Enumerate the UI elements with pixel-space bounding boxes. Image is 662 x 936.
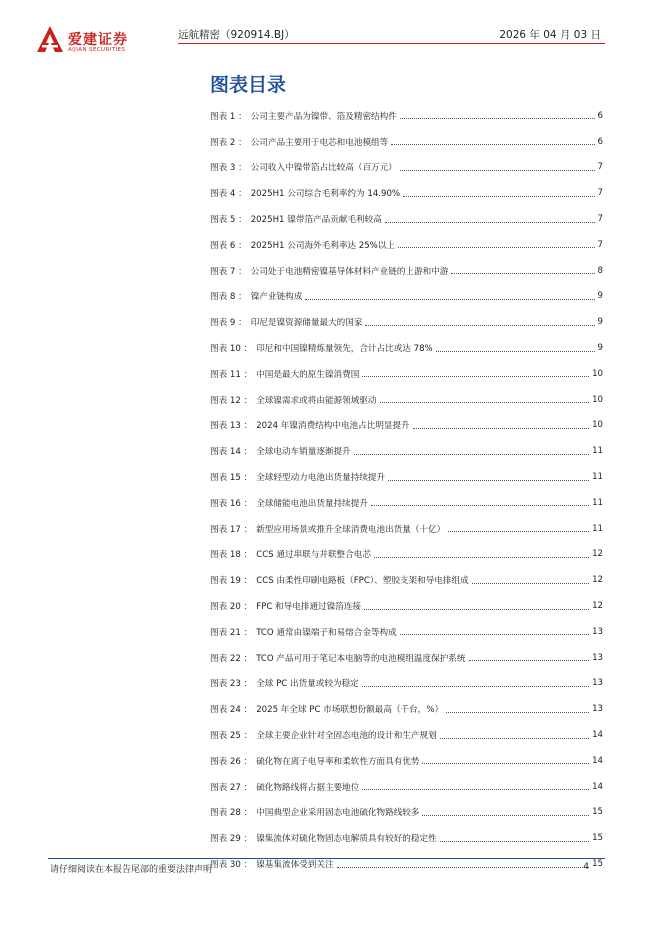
toc-entry-title: 全球轻型动力电池出货量持续提升 xyxy=(256,473,386,484)
toc-entry-page: 8 xyxy=(597,265,603,276)
toc-entry-label: 图表 5 ： xyxy=(210,215,247,226)
toc-entry[interactable] xyxy=(210,335,603,361)
toc-entry-title: 中国典型企业采用固态电池硫化物路线较多 xyxy=(256,808,420,819)
toc-entry[interactable] xyxy=(210,748,603,774)
toc-entry[interactable] xyxy=(210,567,603,593)
toc-entry[interactable] xyxy=(210,542,603,568)
toc-entry[interactable] xyxy=(210,180,603,206)
toc-entry[interactable] xyxy=(210,206,603,232)
toc-leader-dots xyxy=(403,196,594,197)
toc-entry[interactable] xyxy=(210,593,603,619)
toc-entry-page: 11 xyxy=(592,446,603,457)
toc-entry[interactable] xyxy=(210,851,603,877)
toc-entry-title: 公司产品主要用于电芯和电池模组等 xyxy=(250,137,389,148)
toc-entry-label: 图表 2 ： xyxy=(210,137,247,148)
toc-entry-label: 图表 12 ： xyxy=(210,395,253,406)
toc-entry[interactable] xyxy=(210,103,603,129)
toc-leader-dots xyxy=(380,402,590,403)
toc-entry-label: 图表 18 ： xyxy=(210,550,253,561)
toc-entry-page: 6 xyxy=(597,136,603,147)
toc-leader-dots xyxy=(391,144,594,145)
toc-entry-page: 11 xyxy=(592,523,603,534)
toc-entry-title: 2025 年全球 PC 市场联想份额最高（千台，%） xyxy=(256,705,444,716)
toc-entry-page: 10 xyxy=(592,420,603,431)
toc-entry-page: 13 xyxy=(592,652,603,663)
toc-entry-page: 13 xyxy=(592,704,603,715)
toc-leader-dots xyxy=(374,557,589,558)
toc-leader-dots xyxy=(362,376,589,377)
footer-disclaimer: 请仔细阅读在本报告尾部的重要法律声明 xyxy=(50,865,213,875)
toc-entry-title: 中国是最大的原生镍消费国 xyxy=(256,369,360,380)
toc-leader-dots xyxy=(413,428,589,429)
toc-entry-title: 2025H1 镍带箔产品贡献毛利较高 xyxy=(250,215,382,226)
toc-entry[interactable] xyxy=(210,387,603,413)
toc-entry-title: 全球 PC 出货量或较为稳定 xyxy=(256,679,359,690)
toc-entry-page: 10 xyxy=(592,368,603,379)
toc-leader-dots xyxy=(448,531,589,532)
toc-leader-dots xyxy=(388,480,589,481)
toc-entry-label: 图表 13 ： xyxy=(210,421,253,432)
report-company: 远航精密（920914.BJ） xyxy=(178,29,295,41)
toc-entry-label: 图表 3 ： xyxy=(210,163,247,174)
toc-entry-label: 图表 21 ： xyxy=(210,627,253,638)
toc-entry-title: 2025H1 公司综合毛利率约为 14.90% xyxy=(250,189,401,200)
toc-entry-title: FPC 和导电排通过镍箔连接 xyxy=(256,602,361,613)
toc-entry-label: 图表 30 ： xyxy=(210,860,253,870)
toc-entry-page: 9 xyxy=(597,343,603,354)
toc-entry-title: CCS 由柔性印刷电路板（FPC）、塑胶支架和导电排组成 xyxy=(256,576,469,587)
toc-leader-dots xyxy=(305,299,594,300)
toc-leader-dots xyxy=(385,222,595,223)
toc-entry-label: 图表 14 ： xyxy=(210,447,253,458)
toc-entry-page: 12 xyxy=(592,575,603,586)
figure-list xyxy=(210,103,603,877)
toc-leader-dots xyxy=(422,763,589,764)
toc-entry-page: 15 xyxy=(592,859,603,869)
toc-entry-title: 镍集流体对硫化物固态电解质具有较好的稳定性 xyxy=(256,834,437,845)
toc-entry[interactable] xyxy=(210,696,603,722)
toc-leader-dots xyxy=(451,273,594,274)
toc-entry-label: 图表 10 ： xyxy=(210,344,253,355)
toc-entry-title: 2024 年镍消费结构中电池占比明显提升 xyxy=(256,421,410,432)
toc-entry[interactable] xyxy=(210,722,603,748)
toc-leader-dots xyxy=(362,686,589,687)
toc-leader-dots xyxy=(400,170,595,171)
page-number: 4 xyxy=(583,862,589,872)
toc-entry[interactable] xyxy=(210,413,603,439)
toc-entry[interactable] xyxy=(210,284,603,310)
toc-leader-dots xyxy=(422,815,589,816)
toc-entry-title: 镍基集流体受到关注 xyxy=(256,860,334,870)
toc-entry-title: CCS 通过串联与并联整合电芯 xyxy=(256,550,371,561)
toc-leader-dots xyxy=(469,660,590,661)
toc-leader-dots xyxy=(400,634,589,635)
toc-entry-title: 硫化物路线将占据主要地位 xyxy=(256,782,360,793)
toc-entry-label: 图表 20 ： xyxy=(210,602,253,613)
toc-entry-label: 图表 25 ： xyxy=(210,731,253,742)
toc-entry[interactable] xyxy=(210,490,603,516)
toc-entry-title: TCO 产品可用于笔记本电脑等的电池模组温度保护系统 xyxy=(256,653,466,664)
toc-leader-dots xyxy=(371,505,589,506)
toc-entry-title: 新型应用场景或推升全球消费电池出货量（十亿） xyxy=(256,524,446,535)
toc-entry-label: 图表 27 ： xyxy=(210,782,253,793)
toc-entry-title: 公司收入中镍带箔占比较高（百万元） xyxy=(250,163,397,174)
toc-entry-label: 图表 22 ： xyxy=(210,653,253,664)
toc-leader-dots xyxy=(440,841,589,842)
toc-entry-label: 图表 23 ： xyxy=(210,679,253,690)
toc-entry-label: 图表 7 ： xyxy=(210,266,247,277)
toc-entry-label: 图表 1 ： xyxy=(210,111,247,122)
toc-entry-title: 硫化物在离子电导率和柔软性方面具有优势 xyxy=(256,756,420,767)
toc-entry[interactable] xyxy=(210,774,603,800)
toc-entry-page: 9 xyxy=(597,291,603,302)
toc-entry[interactable] xyxy=(210,671,603,697)
toc-entry[interactable] xyxy=(210,155,603,181)
toc-entry-label: 图表 19 ： xyxy=(210,576,253,587)
toc-entry-page: 6 xyxy=(597,110,603,121)
logo-text-en: AIJIAN SECURITIES xyxy=(68,47,126,53)
toc-entry[interactable] xyxy=(210,361,603,387)
toc-entry[interactable] xyxy=(210,258,603,284)
toc-entry-label: 图表 17 ： xyxy=(210,524,253,535)
toc-entry[interactable] xyxy=(210,619,603,645)
toc-entry-page: 9 xyxy=(597,317,603,328)
toc-leader-dots xyxy=(362,789,589,790)
toc-leader-dots xyxy=(365,325,594,326)
toc-entry[interactable] xyxy=(210,800,603,826)
page-title: 图表目录 xyxy=(210,74,287,96)
toc-entry[interactable] xyxy=(210,309,603,335)
toc-entry-page: 13 xyxy=(592,678,603,689)
toc-entry[interactable] xyxy=(210,825,603,851)
toc-entry-label: 图表 28 ： xyxy=(210,808,253,819)
toc-leader-dots xyxy=(398,247,595,248)
toc-entry[interactable] xyxy=(210,645,603,671)
toc-entry[interactable] xyxy=(210,232,603,258)
toc-entry-label: 图表 16 ： xyxy=(210,498,253,509)
toc-entry-title: 镍产业链构成 xyxy=(250,292,303,303)
toc-entry-title: 全球储能电池出货量持续提升 xyxy=(256,498,368,509)
toc-entry-title: 全球镍需求或将由能源领域驱动 xyxy=(256,395,377,406)
toc-entry-page: 7 xyxy=(597,162,603,173)
toc-entry-title: TCO 通常由镍端子和易熔合金等构成 xyxy=(256,627,397,638)
toc-entry-label: 图表 9 ： xyxy=(210,318,247,329)
logo-text-cn: 爱建证券 xyxy=(68,32,128,48)
toc-entry-title: 公司主要产品为镍带、箔及精密结构件 xyxy=(250,111,397,122)
toc-leader-dots xyxy=(354,454,589,455)
toc-leader-dots xyxy=(436,351,595,352)
footer-divider xyxy=(48,858,605,859)
toc-entry-label: 图表 8 ： xyxy=(210,292,247,303)
toc-leader-dots xyxy=(446,712,589,713)
toc-leader-dots xyxy=(472,583,589,584)
toc-leader-dots xyxy=(440,738,589,739)
toc-entry[interactable] xyxy=(210,129,603,155)
toc-leader-dots xyxy=(337,867,590,868)
toc-entry-page: 14 xyxy=(592,730,603,741)
toc-entry-title: 印尼和中国镍精炼量领先，合计占比或达 78% xyxy=(256,344,433,355)
toc-entry-label: 图表 24 ： xyxy=(210,705,253,716)
toc-entry-page: 12 xyxy=(592,601,603,612)
toc-entry-title: 2025H1 公司海外毛利率达 25%以上 xyxy=(250,240,396,251)
toc-entry-label: 图表 6 ： xyxy=(210,240,247,251)
toc-entry[interactable] xyxy=(210,464,603,490)
company-logo xyxy=(36,25,156,55)
toc-entry-label: 图表 4 ： xyxy=(210,189,247,200)
toc-entry-title: 全球主要企业针对全固态电池的设计和生产规划 xyxy=(256,731,437,742)
header-divider xyxy=(178,43,605,44)
toc-entry[interactable] xyxy=(210,516,603,542)
toc-entry-title: 公司处于电池精密镍基导体材料产业链的上游和中游 xyxy=(250,266,449,277)
toc-entry-page: 15 xyxy=(592,807,603,818)
toc-entry-title: 全球电动车销量逐渐提升 xyxy=(256,447,351,458)
toc-leader-dots xyxy=(364,609,589,610)
toc-entry-page: 10 xyxy=(592,394,603,405)
toc-entry-label: 图表 29 ： xyxy=(210,834,253,845)
toc-entry-page: 7 xyxy=(597,214,603,225)
toc-entry-label: 图表 11 ： xyxy=(210,369,253,380)
toc-entry-page: 11 xyxy=(592,472,603,483)
toc-entry-page: 11 xyxy=(592,497,603,508)
toc-entry-page: 13 xyxy=(592,626,603,637)
toc-entry-page: 14 xyxy=(592,755,603,766)
toc-entry-label: 图表 26 ： xyxy=(210,756,253,767)
toc-leader-dots xyxy=(400,118,595,119)
toc-entry[interactable] xyxy=(210,438,603,464)
toc-entry-page: 14 xyxy=(592,781,603,792)
toc-entry-page: 7 xyxy=(597,239,603,250)
logo-mark-icon xyxy=(36,25,64,53)
toc-entry-page: 12 xyxy=(592,549,603,560)
report-date: 2026 年 04 月 03 日 xyxy=(499,29,601,41)
toc-entry-page: 15 xyxy=(592,833,603,844)
toc-entry-label: 图表 15 ： xyxy=(210,473,253,484)
toc-entry-title: 印尼是镍资源储量最大的国家 xyxy=(250,318,363,329)
toc-entry-page: 7 xyxy=(597,188,603,199)
